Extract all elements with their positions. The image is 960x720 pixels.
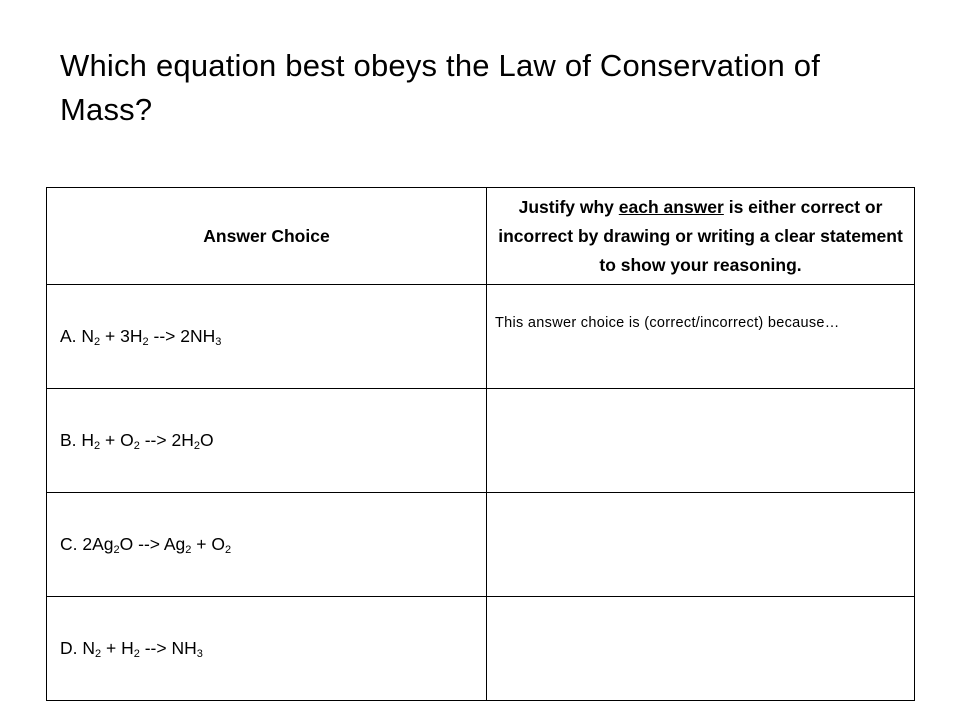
answer-choice-cell [47,493,487,597]
choice-letter: C. [60,534,83,554]
question-title: Which equation best obeys the Law of Conservation of Mass? [60,48,821,127]
choice-letter: D. [60,638,83,658]
justification-cell[interactable] [487,389,915,493]
subscript: 3 [196,648,203,660]
subscript: 2 [94,440,101,452]
justification-cell[interactable] [487,597,915,701]
subscript: 2 [94,336,101,348]
subscript: 2 [95,648,102,660]
subscript: 2 [133,440,140,452]
subscript: 2 [133,648,140,660]
choice-letter: B. [60,430,82,450]
equation: $N_2 + 3H_2$ --> $2NH_3$ [81,326,222,348]
answer-choice-cell [47,389,487,493]
answer-table [46,187,915,701]
justify-header [487,188,915,285]
table-row [47,389,915,493]
table-row [47,285,915,389]
justify-header-post: is either correct or incorrect by drawing or writing a clear statement to show your reasoning. [498,196,903,275]
justify-header-pre: Justify why [518,196,619,217]
equation: $2Ag_2O$ --> $Ag_2 + O_2$ [82,534,232,556]
choice-letter: A. [60,326,82,346]
answer-choice-cell [47,597,487,701]
subscript: 2 [142,336,149,348]
answer-choice-header: Answer Choice [47,188,487,285]
equation: $N_2 + H_2$ --> $NH_3$ [82,638,203,660]
justify-header-underlined: each answer [618,196,724,217]
subscript: 3 [215,336,222,348]
justification-cell[interactable]: This answer choice is (correct/incorrect) because… [487,285,915,389]
subscript: 2 [185,544,192,556]
table-row [47,493,915,597]
subscript: 2 [224,544,232,556]
subscript: 2 [193,440,200,452]
justification-cell[interactable] [487,493,915,597]
table-row [47,597,915,701]
subscript: 2 [113,544,120,556]
table-header-row [47,188,915,285]
answer-choice-cell [47,285,487,389]
equation: $H_2 + O_2$ --> $2H_2O$ [81,430,214,452]
